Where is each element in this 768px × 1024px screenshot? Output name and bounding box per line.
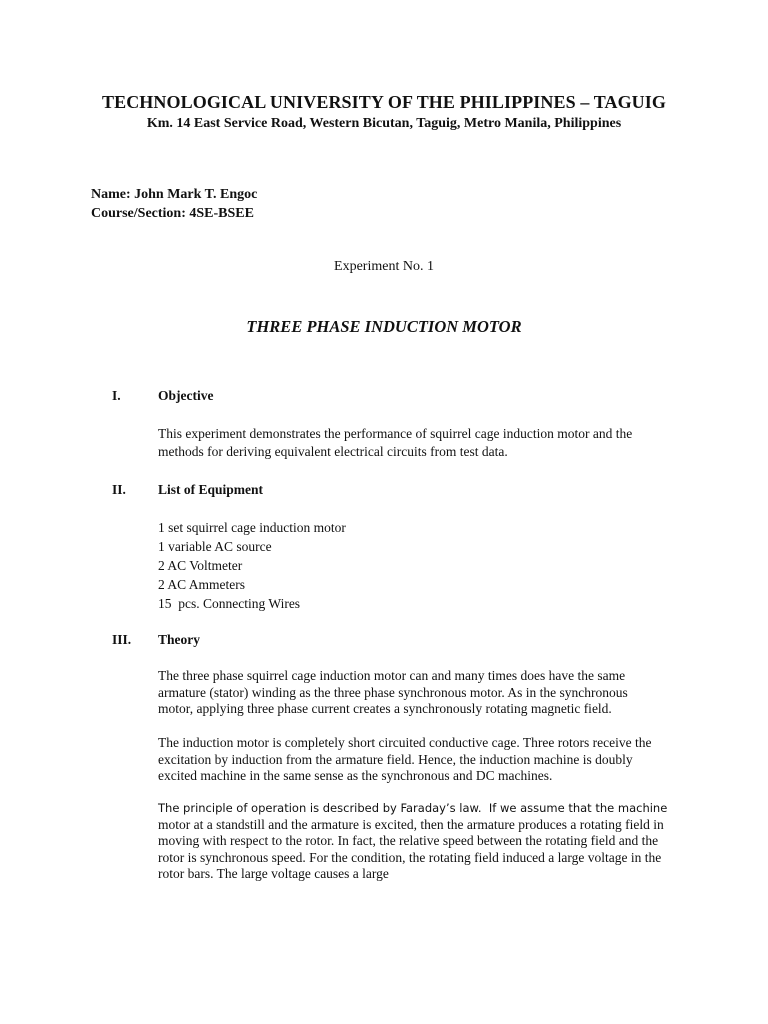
experiment-number: Experiment No. 1 [334, 259, 434, 274]
section-numeral-theory: III. [112, 632, 132, 647]
course-section: Course/Section: 4SE-BSEE [91, 206, 254, 221]
objective-line: This experiment demonstrates the performance of squirrel cage induction motor and the [158, 426, 633, 441]
objective-paragraph [158, 425, 698, 461]
student-info [91, 185, 257, 223]
theory-line: The induction motor is completely short circuited conductive cage. Three rotors receive the [158, 735, 652, 750]
theory-line: excitation by induction from the armature field. Hence, the induction machine is doubly [158, 751, 633, 767]
theory-paragraph-1 [158, 668, 698, 718]
theory-line: excited machine in the same sense as the synchronous and DC machines. [158, 768, 553, 783]
document-title: THREE PHASE INDUCTION MOTOR [246, 317, 522, 336]
equipment-item: 2 AC Voltmeter [158, 558, 243, 573]
section-heading-theory: Theory [158, 632, 200, 647]
university-address: Km. 14 East Service Road, Western Bicutan, Taguig, Metro Manila, Philippines [146, 116, 622, 131]
section-heading-objective: Objective [158, 388, 214, 403]
equipment-item: 15 pcs. Connecting Wires [158, 596, 301, 611]
equipment-list [158, 518, 346, 613]
equipment-item: 2 AC Ammeters [158, 577, 245, 592]
university-name: TECHNOLOGICAL UNIVERSITY OF THE PHILIPPINES – TAGUIG [102, 92, 666, 112]
theory-paragraph-3 [158, 800, 698, 883]
theory-line: motor, applying three phase current creates a synchronously rotating magnetic field. [158, 701, 612, 716]
equipment-item: 1 set squirrel cage induction motor [158, 520, 346, 535]
section-heading-equipment: List of Equipment [158, 482, 264, 497]
theory-paragraph-2 [158, 735, 698, 785]
theory-line: rotor bars. The large voltage causes a large [158, 866, 389, 881]
section-numeral-objective: I. [112, 388, 121, 403]
equipment-item: 1 variable AC source [158, 539, 272, 554]
theory-line: The principle of operation is described by Faraday’s law. If we assume that the machine [158, 801, 668, 815]
objective-line: methods for deriving equivalent electrical circuits from test data. [158, 444, 508, 459]
theory-line: moving with respect to the rotor. In fact, the relative speed between the rotating field and the [158, 833, 659, 848]
theory-line: rotor is synchronous speed. For the condition, the rotating field induced a large voltage in the [158, 849, 662, 865]
student-name: Name: John Mark T. Engoc [91, 187, 258, 202]
section-numeral-equipment: II. [112, 482, 126, 497]
theory-line: armature (stator) winding as the three phase synchronous motor. As in the synchronous [158, 684, 628, 700]
theory-line: motor at a standstill and the armature is excited, then the armature produces a rotating field in [158, 816, 664, 832]
theory-line: The three phase squirrel cage induction motor can and many times does have the same [158, 668, 626, 683]
